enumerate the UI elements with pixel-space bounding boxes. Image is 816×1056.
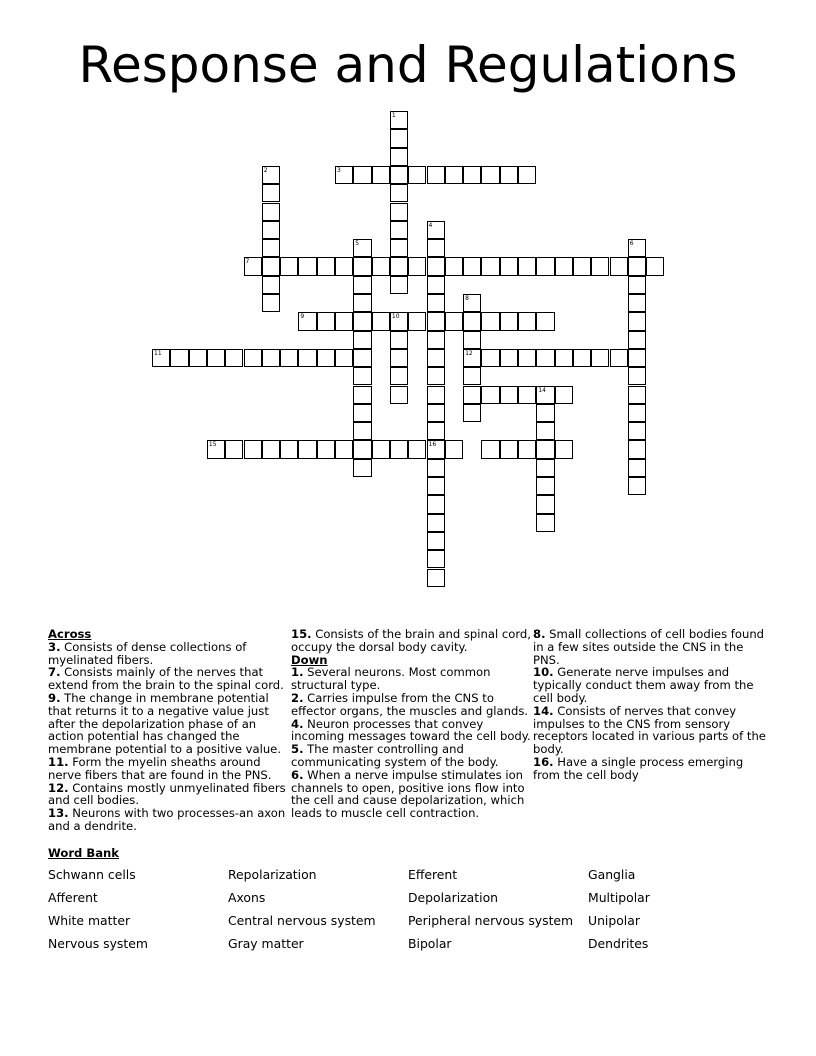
grid-cell[interactable]	[280, 257, 298, 275]
clue-text: Neuron processes that convey incoming messages toward the cell body.	[291, 716, 531, 744]
grid-cell[interactable]	[262, 257, 280, 275]
clue-number: 16	[428, 441, 437, 449]
grid-cell[interactable]	[463, 404, 481, 422]
word-bank-item: Multipolar	[588, 890, 650, 905]
grid-cell[interactable]	[390, 166, 408, 184]
grid-cell[interactable]	[463, 386, 481, 404]
grid-cell[interactable]	[298, 312, 316, 330]
grid-cell[interactable]	[427, 257, 445, 275]
grid-cell[interactable]	[390, 367, 408, 385]
grid-cell[interactable]	[317, 440, 335, 458]
word-bank-item: Dendrites	[588, 936, 649, 951]
clue-item	[291, 743, 531, 769]
across-clues-list	[48, 641, 288, 833]
clue-number-label: 11.	[48, 754, 69, 769]
clue-number-label: 12.	[48, 780, 69, 795]
grid-cell[interactable]	[536, 257, 554, 275]
word-bank-title: Word Bank	[48, 846, 120, 860]
clue-number: 9	[300, 313, 305, 321]
grid-cell[interactable]	[536, 312, 554, 330]
grid-cell[interactable]	[536, 349, 554, 367]
grid-cell[interactable]	[463, 312, 481, 330]
grid-cell[interactable]	[427, 495, 445, 513]
grid-cell[interactable]	[481, 312, 499, 330]
grid-cell[interactable]	[445, 257, 463, 275]
clue-item	[291, 718, 531, 744]
clue-column-2	[291, 628, 531, 820]
clue-number-label: 2.	[291, 690, 304, 705]
clue-text: Have a single process emerging from the cell body	[533, 754, 744, 782]
grid-cell[interactable]	[353, 257, 371, 275]
grid-cell[interactable]	[225, 440, 243, 458]
clue-item	[48, 782, 288, 808]
grid-cell[interactable]	[390, 257, 408, 275]
grid-cell[interactable]	[518, 440, 536, 458]
word-bank-item: Afferent	[48, 890, 98, 905]
grid-cell[interactable]	[628, 440, 646, 458]
clue-item	[48, 666, 288, 692]
grid-cell[interactable]	[353, 440, 371, 458]
grid-cell[interactable]	[353, 404, 371, 422]
grid-cell[interactable]	[262, 440, 280, 458]
grid-cell[interactable]	[463, 331, 481, 349]
word-bank-item: Peripheral nervous system	[408, 913, 574, 928]
grid-cell[interactable]	[372, 166, 390, 184]
grid-cell[interactable]	[500, 166, 518, 184]
clue-text: When a nerve impulse stimulates ion channels to open, positive ions flow into the cell and cause depolarization, which leads to muscle cell contraction.	[291, 767, 525, 821]
clue-number-label: 9.	[48, 690, 61, 705]
clue-text: Carries impulse from the CNS to effector organs, the muscles and glands.	[291, 690, 529, 718]
grid-cell[interactable]	[518, 386, 536, 404]
down-header: Down	[291, 652, 328, 667]
clue-number-label: 4.	[291, 716, 304, 731]
clue-number: 2	[263, 166, 268, 174]
grid-cell[interactable]	[207, 349, 225, 367]
grid-cell[interactable]	[335, 312, 353, 330]
clue-number-label: 16.	[533, 754, 554, 769]
grid-cell[interactable]	[427, 166, 445, 184]
grid-cell[interactable]	[628, 257, 646, 275]
grid-cell[interactable]	[628, 312, 646, 330]
down-clues-list-continued	[533, 628, 773, 782]
word-bank-item: Repolarization	[228, 867, 317, 882]
grid-cell[interactable]	[372, 440, 390, 458]
grid-cell[interactable]	[573, 349, 591, 367]
word-bank-item: Unipolar	[588, 913, 640, 928]
clue-item	[291, 666, 531, 692]
grid-cell[interactable]	[481, 257, 499, 275]
clue-number-label: 6.	[291, 767, 304, 782]
grid-cell[interactable]	[262, 166, 280, 184]
grid-cell[interactable]	[628, 294, 646, 312]
grid-cell[interactable]	[427, 569, 445, 587]
clue-number: 8	[465, 295, 469, 302]
grid-cell[interactable]	[481, 386, 499, 404]
word-bank	[48, 866, 788, 952]
grid-cell[interactable]	[353, 331, 371, 349]
clue-item	[48, 641, 288, 667]
grid-cell[interactable]	[353, 422, 371, 440]
clue-item	[48, 756, 288, 782]
grid-cell[interactable]	[390, 331, 408, 349]
grid-cell[interactable]	[298, 440, 316, 458]
grid-cell[interactable]	[408, 440, 426, 458]
grid-cell[interactable]	[390, 203, 408, 221]
grid-cell[interactable]	[390, 349, 408, 367]
grid-cell[interactable]	[335, 349, 353, 367]
word-bank-item: Nervous system	[48, 936, 148, 951]
grid-cell[interactable]	[445, 166, 463, 184]
grid-cell[interactable]	[427, 532, 445, 550]
word-bank-item: Central nervous system	[228, 913, 376, 928]
clue-text: The master controlling and communicating system of the body.	[291, 742, 499, 769]
clue-text: Consists of nerves that convey impulses to the CNS from sensory receptors located in various parts of the body.	[533, 703, 766, 757]
clue-text: The change in membrane potential that returns it to a negative value just after the depolarization phase of an action potential has changed the membrane potential to a positive value.	[48, 690, 282, 757]
grid-cell[interactable]	[390, 129, 408, 147]
grid-cell[interactable]	[646, 257, 664, 275]
grid-cell[interactable]	[335, 257, 353, 275]
grid-cell[interactable]	[298, 349, 316, 367]
word-bank-item: Gray matter	[228, 936, 304, 951]
grid-cell[interactable]	[591, 349, 609, 367]
grid-cell[interactable]	[628, 331, 646, 349]
clue-item	[533, 756, 773, 782]
grid-cell[interactable]	[262, 276, 280, 294]
grid-cell[interactable]	[353, 459, 371, 477]
grid-cell[interactable]	[280, 349, 298, 367]
clue-item	[533, 666, 773, 704]
clue-text: Form the myelin sheaths around nerve fibers that are found in the PNS.	[48, 754, 272, 782]
grid-cell[interactable]	[353, 276, 371, 294]
clue-number: 3	[337, 166, 341, 174]
grid-cell[interactable]	[372, 312, 390, 330]
clue-number: 15	[208, 441, 217, 449]
grid-cell[interactable]	[390, 440, 408, 458]
grid-cell[interactable]	[427, 459, 445, 477]
clue-text: Contains mostly unmyelinated fibers and cell bodies.	[48, 780, 286, 808]
grid-cell[interactable]	[628, 422, 646, 440]
grid-cell[interactable]	[481, 349, 499, 367]
grid-cell[interactable]	[408, 257, 426, 275]
grid-cell[interactable]	[445, 440, 463, 458]
grid-cell[interactable]	[610, 349, 628, 367]
grid-cell[interactable]	[353, 386, 371, 404]
grid-cell[interactable]	[335, 166, 353, 184]
word-bank-item: Depolarization	[408, 890, 499, 905]
grid-cell[interactable]	[152, 349, 170, 367]
grid-cell[interactable]	[427, 331, 445, 349]
grid-cell[interactable]	[628, 239, 646, 257]
grid-cell[interactable]	[189, 349, 207, 367]
grid-cell[interactable]	[500, 440, 518, 458]
grid-cell[interactable]	[427, 422, 445, 440]
clue-number-label: 1.	[291, 665, 304, 680]
grid-cell[interactable]	[207, 440, 225, 458]
grid-cell[interactable]	[427, 440, 445, 458]
clue-column-3	[533, 628, 773, 782]
grid-cell[interactable]	[481, 166, 499, 184]
grid-cell[interactable]	[390, 239, 408, 257]
word-bank-item: Schwann cells	[48, 867, 136, 882]
clue-number: 10	[391, 313, 400, 321]
grid-cell[interactable]	[408, 166, 426, 184]
grid-cell[interactable]	[317, 312, 335, 330]
grid-cell[interactable]	[628, 367, 646, 385]
grid-cell[interactable]	[427, 312, 445, 330]
grid-cell[interactable]	[628, 276, 646, 294]
grid-cell[interactable]	[390, 312, 408, 330]
grid-cell[interactable]	[390, 276, 408, 294]
grid-cell[interactable]	[536, 422, 554, 440]
grid-cell[interactable]	[555, 386, 573, 404]
clue-text: Generate nerve impulses and typically conduct them away from the cell body.	[533, 665, 754, 705]
grid-cell[interactable]	[518, 312, 536, 330]
grid-cell[interactable]	[262, 221, 280, 239]
grid-cell[interactable]	[427, 239, 445, 257]
grid-cell[interactable]	[372, 257, 390, 275]
grid-cell[interactable]	[555, 349, 573, 367]
grid-cell[interactable]	[536, 495, 554, 513]
grid-cell[interactable]	[317, 349, 335, 367]
clue-text: Neurons with two processes-an axon and a dendrite.	[48, 806, 286, 833]
clue-item	[291, 692, 531, 718]
clue-text: Consists mainly of the nerves that extend from the brain to the spinal cord.	[48, 665, 284, 693]
grid-cell[interactable]	[353, 166, 371, 184]
clue-number: 12	[465, 349, 473, 357]
grid-cell[interactable]	[628, 404, 646, 422]
grid-cell[interactable]	[628, 349, 646, 367]
clue-number-label: 13.	[48, 806, 69, 821]
grid-cell[interactable]	[244, 257, 262, 275]
grid-cell[interactable]	[536, 477, 554, 495]
grid-cell[interactable]	[555, 440, 573, 458]
grid-cell[interactable]	[628, 459, 646, 477]
grid-cell[interactable]	[628, 477, 646, 495]
clue-number: 4	[428, 221, 433, 229]
grid-cell[interactable]	[427, 477, 445, 495]
grid-cell[interactable]	[573, 257, 591, 275]
grid-cell[interactable]	[353, 239, 371, 257]
clue-number-label: 7.	[48, 665, 61, 680]
across-clues-list-continued	[291, 628, 531, 654]
grid-cell[interactable]	[555, 257, 573, 275]
clue-text: Several neurons. Most common structural type.	[291, 665, 491, 693]
word-bank-item: Axons	[228, 890, 266, 905]
grid-cell[interactable]	[500, 386, 518, 404]
grid-cell[interactable]	[427, 294, 445, 312]
grid-cell[interactable]	[353, 349, 371, 367]
clue-number-label: 5.	[291, 742, 304, 757]
grid-cell[interactable]	[536, 386, 554, 404]
grid-cell[interactable]	[500, 349, 518, 367]
grid-cell[interactable]	[427, 404, 445, 422]
grid-cell[interactable]	[262, 239, 280, 257]
clue-number-label: 10.	[533, 665, 554, 680]
grid-cell[interactable]	[427, 367, 445, 385]
grid-cell[interactable]	[390, 221, 408, 239]
grid-cell[interactable]	[317, 257, 335, 275]
grid-cell[interactable]	[463, 349, 481, 367]
grid-cell[interactable]	[500, 257, 518, 275]
clue-text: Consists of dense collections of myelinated fibers.	[48, 639, 247, 667]
grid-cell[interactable]	[427, 514, 445, 532]
grid-cell[interactable]	[536, 404, 554, 422]
clue-item	[533, 705, 773, 756]
word-bank-item: White matter	[48, 913, 131, 928]
grid-cell[interactable]	[518, 257, 536, 275]
grid-cell[interactable]	[170, 349, 188, 367]
grid-cell[interactable]	[427, 349, 445, 367]
clue-number-label: 14.	[533, 703, 554, 718]
grid-cell[interactable]	[262, 203, 280, 221]
word-bank-item: Bipolar	[408, 936, 452, 951]
grid-cell[interactable]	[298, 257, 316, 275]
grid-cell[interactable]	[390, 184, 408, 202]
clue-number-label: 15.	[291, 627, 312, 641]
grid-cell[interactable]	[463, 257, 481, 275]
clue-item	[48, 807, 288, 833]
grid-cell[interactable]	[518, 166, 536, 184]
grid-cell[interactable]	[262, 294, 280, 312]
grid-cell[interactable]	[463, 166, 481, 184]
grid-cell[interactable]	[427, 276, 445, 294]
grid-cell[interactable]	[427, 550, 445, 568]
puzzle-title: Response and Regulations	[78, 36, 738, 94]
grid-cell[interactable]	[536, 459, 554, 477]
clue-text: Small collections of cell bodies found in a few sites outside the CNS in the PNS.	[533, 627, 765, 667]
word-bank-item: Ganglia	[588, 867, 636, 882]
clue-number: 11	[154, 349, 162, 357]
grid-cell[interactable]	[427, 221, 445, 239]
grid-cell[interactable]	[628, 386, 646, 404]
clue-text: Consists of the brain and spinal cord, occupy the dorsal body cavity.	[291, 627, 531, 654]
grid-cell[interactable]	[390, 148, 408, 166]
down-clues-list	[291, 666, 531, 820]
grid-cell[interactable]	[280, 440, 298, 458]
grid-cell[interactable]	[244, 440, 262, 458]
grid-cell[interactable]	[390, 386, 408, 404]
grid-cell[interactable]	[591, 257, 609, 275]
clue-item	[48, 692, 288, 756]
grid-cell[interactable]	[536, 514, 554, 532]
clue-item	[291, 628, 531, 654]
clue-number: 6	[629, 240, 634, 248]
grid-cell[interactable]	[390, 111, 408, 129]
grid-cell[interactable]	[353, 312, 371, 330]
grid-cell[interactable]	[244, 349, 262, 367]
grid-cell[interactable]	[225, 349, 243, 367]
clue-number: 7	[245, 258, 250, 266]
grid-cell[interactable]	[335, 440, 353, 458]
clue-item	[533, 628, 773, 666]
grid-cell[interactable]	[463, 294, 481, 312]
grid-cell[interactable]	[262, 349, 280, 367]
clue-column-1	[48, 628, 288, 833]
grid-cell[interactable]	[536, 440, 554, 458]
clue-number: 14	[538, 386, 546, 394]
grid-cell[interactable]	[445, 312, 463, 330]
across-header: Across	[48, 627, 92, 641]
grid-cell[interactable]	[262, 184, 280, 202]
grid-cell[interactable]	[518, 349, 536, 367]
clue-number-label: 3.	[48, 639, 61, 654]
grid-cell[interactable]	[427, 386, 445, 404]
grid-cell[interactable]	[500, 312, 518, 330]
grid-cell[interactable]	[610, 257, 628, 275]
clue-number: 1	[391, 112, 396, 119]
grid-cell[interactable]	[408, 312, 426, 330]
clue-item	[291, 769, 531, 820]
grid-cell[interactable]	[353, 367, 371, 385]
clue-number: 5	[355, 240, 360, 248]
grid-cell[interactable]	[353, 294, 371, 312]
grid-cell[interactable]	[463, 367, 481, 385]
clue-number-label: 8.	[533, 627, 546, 641]
grid-cell[interactable]	[481, 440, 499, 458]
word-bank-item: Efferent	[408, 867, 458, 882]
